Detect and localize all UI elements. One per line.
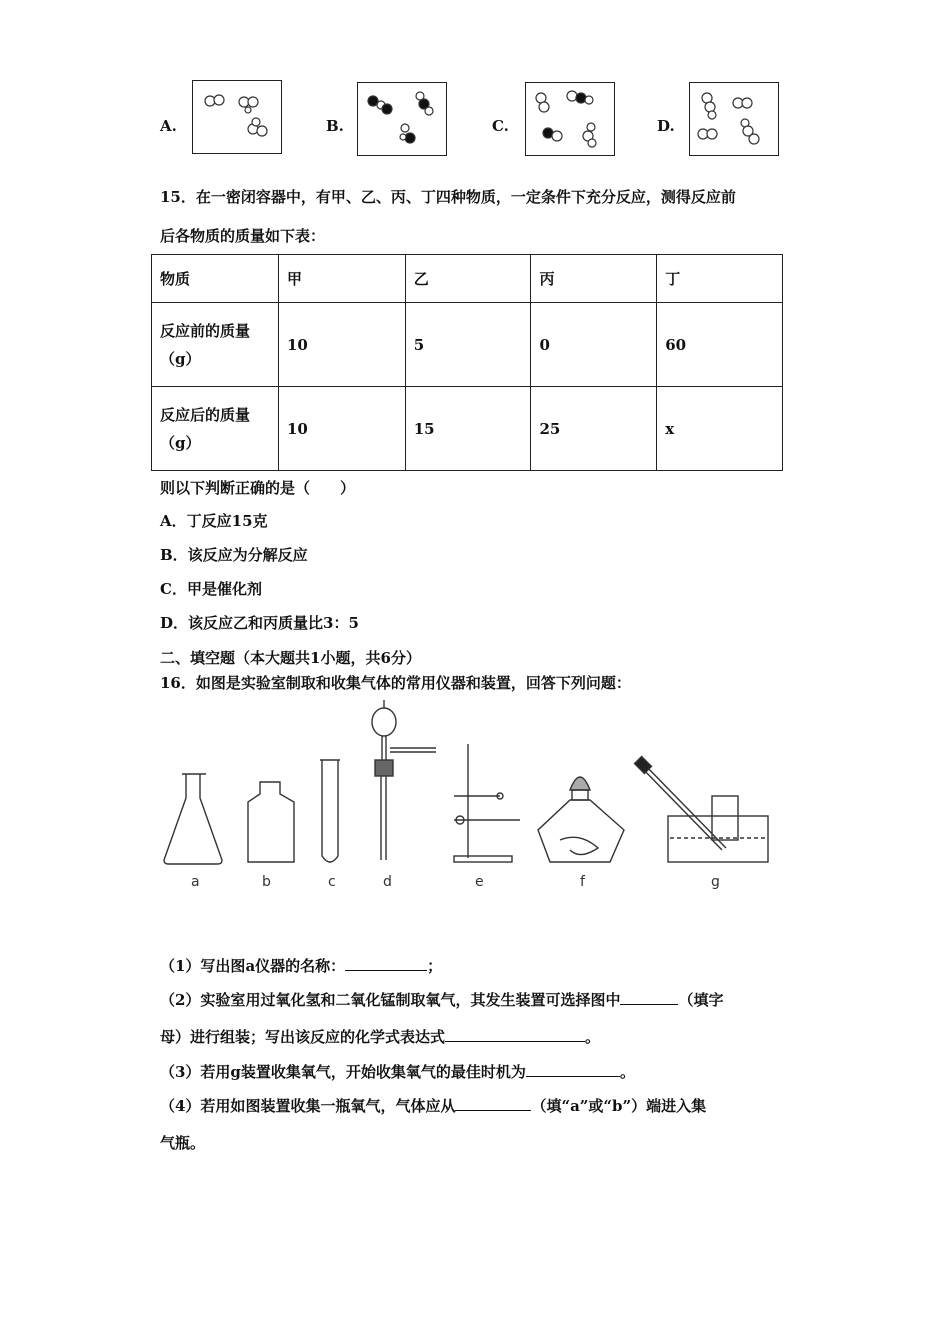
test-tube-icon — [320, 760, 340, 862]
q15-option-c: C．甲是催化剂 — [160, 580, 262, 598]
apparatus-label-d: d — [383, 874, 392, 890]
option-c-molecule-diagram — [525, 82, 615, 156]
molecule-icon — [690, 83, 778, 155]
row-label: 反应后的质量 — [160, 405, 251, 424]
alcohol-lamp-icon — [538, 777, 624, 862]
answer-blank[interactable] — [345, 956, 427, 971]
row-label-cell — [152, 387, 279, 471]
table-header-cell: 乙 — [405, 255, 531, 303]
table-cell: 5 — [405, 303, 531, 387]
option-a-label: A. — [160, 117, 177, 135]
q15-question: 则以下判断正确的是（ ） — [160, 479, 356, 497]
apparatus-label-a: a — [191, 874, 200, 890]
option-d-molecule-diagram — [689, 82, 779, 156]
table-row — [152, 303, 783, 387]
separatory-funnel-icon — [372, 700, 436, 860]
answer-blank[interactable] — [455, 1096, 531, 1111]
table-cell: 10 — [279, 303, 406, 387]
molecule-icon — [358, 83, 446, 155]
gas-bottle-icon — [248, 782, 294, 862]
option-d-label: D. — [657, 117, 675, 135]
table-header-cell: 物质 — [152, 255, 279, 303]
answer-blank[interactable] — [526, 1062, 620, 1077]
section-title: 二、填空题（本大题共1小题，共6分） — [160, 649, 421, 667]
table-header-cell: 甲 — [279, 255, 406, 303]
q16-part4-line2: 气瓶。 — [160, 1134, 206, 1152]
row-label-cell — [152, 303, 279, 387]
conical-flask-icon — [164, 774, 222, 864]
table-header-cell: 丁 — [657, 255, 783, 303]
row-label-unit: （g） — [160, 433, 201, 452]
q16-stem: 16．如图是实验室制取和收集气体的常用仪器和装置，回答下列问题： — [160, 674, 631, 692]
row-label-unit: （g） — [160, 349, 201, 368]
option-c-label: C. — [492, 117, 509, 135]
table-header-row — [152, 255, 783, 303]
q16-part3-text: （3）若用g装置收集氧气，开始收集氧气的最佳时机为 — [160, 1063, 526, 1081]
iron-stand-icon — [454, 744, 520, 862]
q16-part2-text-b: （填字 — [678, 991, 724, 1009]
apparatus-figure — [150, 700, 790, 875]
answer-blank[interactable] — [620, 990, 678, 1005]
table-cell: 60 — [657, 303, 783, 387]
answer-blank[interactable] — [445, 1027, 585, 1042]
q16-part2-line2 — [160, 1026, 600, 1047]
table-cell: 10 — [279, 387, 406, 471]
q16-part1 — [160, 955, 442, 976]
q15-option-d: D．该反应乙和丙质量比3：5 — [160, 614, 359, 632]
table-cell: 15 — [405, 387, 531, 471]
q16-part1-end: ； — [427, 957, 443, 975]
table-cell: 25 — [531, 387, 657, 471]
option-b-label: B. — [326, 117, 344, 135]
option-b-molecule-diagram — [357, 82, 447, 156]
q15-option-a: A．丁反应15克 — [160, 512, 268, 530]
q16-part2-end: 。 — [585, 1028, 601, 1046]
q16-part3-end: 。 — [619, 1063, 635, 1081]
q16-part2-text-c: 母）进行组装；写出该反应的化学式表达式 — [160, 1028, 446, 1046]
table-header-cell: 丙 — [531, 255, 657, 303]
q15-option-b: B．该反应为分解反应 — [160, 546, 308, 564]
q16-part4-line1 — [160, 1095, 706, 1116]
q16-part4-text: （4）若用如图装置收集一瓶氧气，气体应从 — [160, 1097, 456, 1115]
molecule-icon — [193, 81, 281, 153]
row-label: 反应前的质量 — [160, 321, 251, 340]
apparatus-label-c: c — [328, 874, 336, 890]
q16-part2-text: （2）实验室用过氧化氢和二氧化锰制取氧气，其发生装置可选择图中 — [160, 991, 621, 1009]
apparatus-label-b: b — [262, 874, 271, 890]
table-row — [152, 387, 783, 471]
option-a-molecule-diagram — [192, 80, 282, 154]
table-cell: 0 — [531, 303, 657, 387]
apparatus-label-f: f — [580, 874, 585, 890]
molecule-icon — [526, 83, 614, 155]
apparatus-label-g: g — [711, 874, 720, 890]
water-trough-icon — [635, 757, 768, 862]
table-cell: x — [657, 387, 783, 471]
mass-table — [151, 254, 783, 471]
q16-part3 — [160, 1061, 635, 1082]
q15-stem-line1: 15．在一密闭容器中，有甲、乙、丙、丁四种物质，一定条件下充分反应，测得反应前 — [160, 188, 736, 206]
q16-part2-line1 — [160, 989, 723, 1010]
q16-part1-text: （1）写出图a仪器的名称： — [160, 957, 346, 975]
q16-part4-text-b: （填“a”或“b”）端进入集 — [531, 1097, 707, 1115]
q15-stem-line2: 后各物质的质量如下表： — [160, 227, 326, 245]
apparatus-label-e: e — [475, 874, 484, 890]
